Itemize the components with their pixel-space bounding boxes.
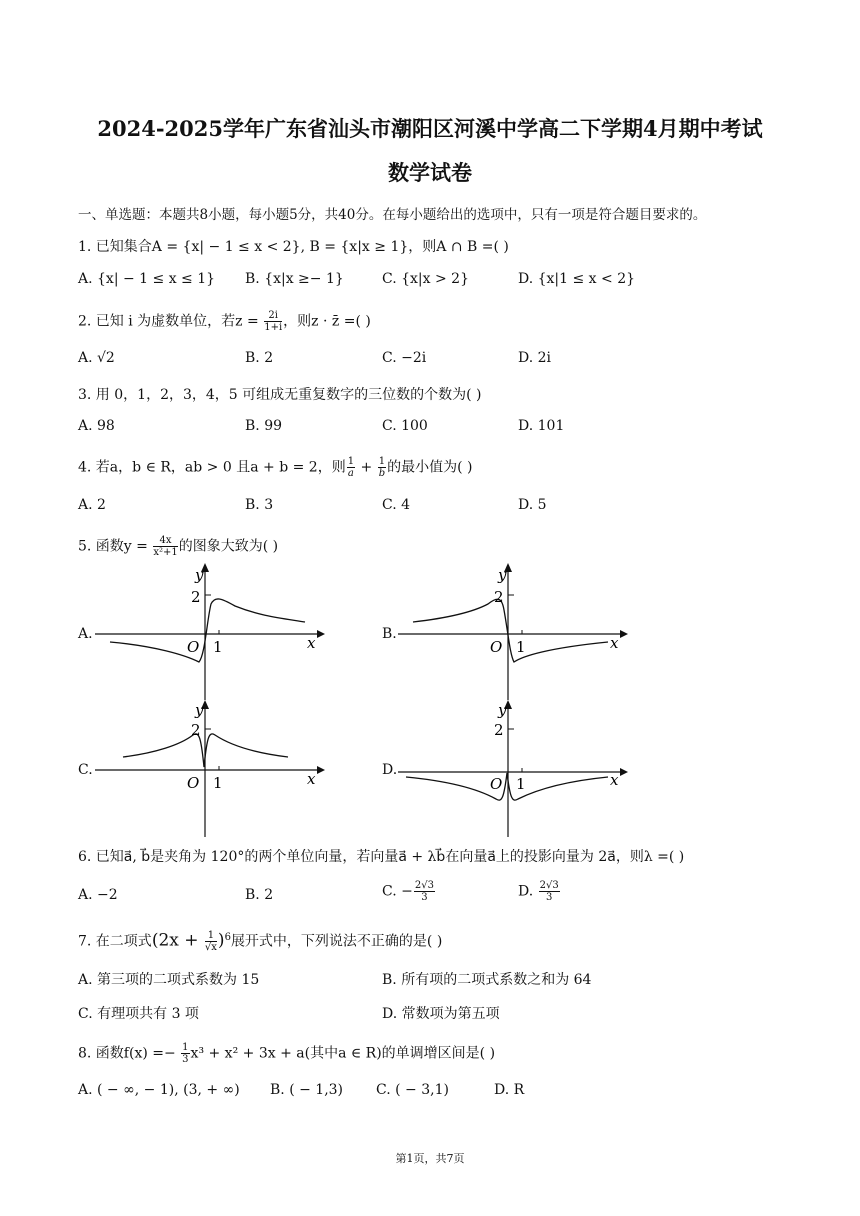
exam-title: 2024-2025学年广东省汕头市潮阳区河溪中学高二下学期4月期中考试 — [97, 116, 763, 141]
q1-option-c: C. {x|x > 2} — [382, 271, 469, 287]
q4-option-d: D. 5 — [518, 497, 547, 513]
graph-a-tick-y: 2 — [191, 588, 201, 606]
q3-option-c: C. 100 — [382, 418, 428, 434]
q4-fraction-2 — [378, 456, 386, 479]
graph-c-y-label: y — [195, 701, 204, 719]
graph-b-tick-x: 1 — [516, 638, 526, 656]
q8-fraction — [181, 1042, 189, 1065]
q4-frac2-den: b — [378, 468, 386, 479]
question-2-stem — [78, 310, 371, 333]
q6-c-num: 2√3 — [414, 880, 434, 891]
q6-option-d-frac — [539, 880, 560, 903]
q2-frac-num: 2i — [264, 310, 282, 322]
graph-b-x-label: x — [610, 634, 619, 652]
q7-frac-den: √x — [204, 942, 217, 953]
q4-option-a: A. 2 — [78, 497, 106, 513]
question-8-stem — [78, 1042, 495, 1065]
question-3-stem: 3. 用 0，1，2，3，4，5 可组成无重复数字的三位数的个数为( ) — [78, 387, 482, 403]
exam-subtitle: 数学试卷 — [388, 160, 472, 185]
graph-b — [398, 560, 628, 700]
q7-stem-part: 7. 在二项式 — [78, 933, 152, 950]
question-1-stem: 1. 已知集合A = {x| − 1 ≤ x < 2}, B = {x|x ≥ 1}，则A ∩ B =( ) — [78, 239, 509, 255]
q4-fraction-1 — [347, 456, 355, 479]
q7-expr-close: ) — [217, 930, 225, 951]
q6-d-num: 2√3 — [539, 880, 559, 891]
q4-frac1-den: a — [347, 468, 354, 479]
q5-option-b-label: B. — [382, 626, 397, 642]
q4-frac1-num: 1 — [347, 456, 355, 467]
q8-option-a: A. ( − ∞, − 1), (3, + ∞) — [78, 1082, 240, 1098]
graph-a — [95, 560, 325, 700]
graph-a-y-label: y — [195, 566, 204, 584]
graph-c-tick-x: 1 — [213, 774, 223, 792]
graph-c-origin: O — [187, 774, 200, 792]
section-heading: 一、单选题：本题共8小题，每小题5分，共40分。在每小题给出的选项中，只有一项是符合题目要求的。 — [78, 207, 707, 223]
graph-c-x-label: x — [307, 770, 316, 788]
q5-frac-den: x²+1 — [153, 547, 178, 558]
graph-a-origin: O — [187, 638, 200, 656]
q1-option-a: A. {x| − 1 ≤ x ≤ 1} — [78, 271, 216, 287]
q7-stem-part: 展开式中，下列说法不正确的是( ) — [230, 933, 443, 950]
graph-a-x-label: x — [307, 634, 316, 652]
q8-option-c: C. ( − 3,1) — [376, 1082, 449, 1098]
q2-stem-part: ，则z · z̄ =( ) — [283, 313, 371, 330]
q8-stem-part: x³ + x² + 3x + a(其中a ∈ R)的单调增区间是( ) — [190, 1045, 496, 1062]
graph-d-y-label: y — [498, 701, 507, 719]
q5-option-d-label: D. — [382, 762, 398, 778]
q3-option-d: D. 101 — [518, 418, 565, 434]
q2-option-d: D. 2i — [518, 350, 552, 366]
q4-frac2-num: 1 — [378, 456, 386, 467]
q4-stem-part: 的最小值为( ) — [387, 459, 473, 476]
q2-stem-part: 2. 已知 i 为虚数单位，若z = — [78, 313, 264, 330]
q7-option-d: D. 常数项为第五项 — [382, 1006, 500, 1022]
graph-b-y-label: y — [498, 566, 507, 584]
q7-option-b: B. 所有项的二项式系数之和为 64 — [382, 972, 592, 988]
q5-stem-part: 5. 函数y = — [78, 538, 153, 555]
graph-a-tick-x: 1 — [213, 638, 223, 656]
graph-c-tick-y: 2 — [191, 721, 201, 739]
q2-option-b: B. 2 — [245, 350, 274, 366]
graph-d-tick-x: 1 — [516, 775, 526, 793]
q2-frac-den: 1+i — [264, 322, 283, 333]
q7-fraction — [205, 930, 217, 953]
q8-stem-part: 8. 函数f(x) =− — [78, 1045, 181, 1062]
q6-d-den: 3 — [546, 892, 553, 903]
q2-option-c: C. −2i — [382, 350, 427, 366]
q4-stem-part: 4. 若a，b ∈ R，ab > 0 且a + b = 2，则 — [78, 459, 346, 476]
q2-option-a: A. √2 — [78, 350, 115, 366]
q7-option-c: C. 有理项共有 3 项 — [78, 1006, 199, 1022]
q4-plus: + — [356, 459, 377, 476]
graph-b-origin: O — [490, 638, 503, 656]
q8-frac-num: 1 — [182, 1042, 189, 1053]
graph-d-x-label: x — [610, 771, 619, 789]
q6-option-c-label: C. − — [382, 883, 413, 900]
graph-b-tick-y: 2 — [494, 588, 504, 606]
q8-option-b: B. ( − 1,3) — [270, 1082, 344, 1098]
q6-option-c-frac — [414, 880, 435, 903]
graph-d-tick-y: 2 — [494, 721, 504, 739]
q1-option-b: B. {x|x ≥− 1} — [245, 271, 344, 287]
q5-stem-part: 的图象大致为( ) — [178, 538, 279, 555]
graph-c — [95, 697, 325, 837]
q7-exponent: 6 — [224, 931, 231, 943]
question-5-stem — [78, 535, 278, 558]
q5-frac-num: 4x — [153, 535, 177, 547]
graph-d-origin: O — [490, 775, 503, 793]
graph-d — [398, 697, 628, 837]
q1-option-d: D. {x|1 ≤ x < 2} — [518, 271, 636, 287]
q6-option-c — [382, 880, 436, 903]
q8-option-d: D. R — [494, 1082, 525, 1098]
q3-option-b: B. 99 — [245, 418, 283, 434]
page-footer: 第1页，共7页 — [395, 1152, 465, 1165]
q7-expr: (2x + — [151, 930, 204, 951]
question-6-stem: 6. 已知a⃗, b⃗是夹角为 120°的两个单位向量，若向量a⃗ + λb⃗在向量a⃗上的投影向量为 2a⃗，则λ =( ) — [78, 849, 685, 865]
q6-option-d — [518, 880, 561, 903]
q2-fraction — [264, 310, 282, 333]
q7-option-a: A. 第三项的二项式系数为 15 — [78, 972, 260, 988]
q7-frac-num: 1 — [205, 930, 217, 942]
q6-c-den: 3 — [421, 892, 428, 903]
question-7-stem — [78, 930, 442, 953]
q5-option-c-label: C. — [78, 762, 93, 778]
q5-option-a-label: A. — [78, 626, 93, 642]
q4-option-c: C. 4 — [382, 497, 411, 513]
q6-option-d-label: D. — [518, 883, 538, 900]
q6-option-a: A. −2 — [78, 887, 118, 903]
q6-option-b: B. 2 — [245, 887, 274, 903]
q4-option-b: B. 3 — [245, 497, 274, 513]
question-4-stem — [78, 456, 472, 479]
q5-fraction — [153, 535, 177, 558]
q3-option-a: A. 98 — [78, 418, 115, 434]
q8-frac-den: 3 — [182, 1054, 189, 1065]
